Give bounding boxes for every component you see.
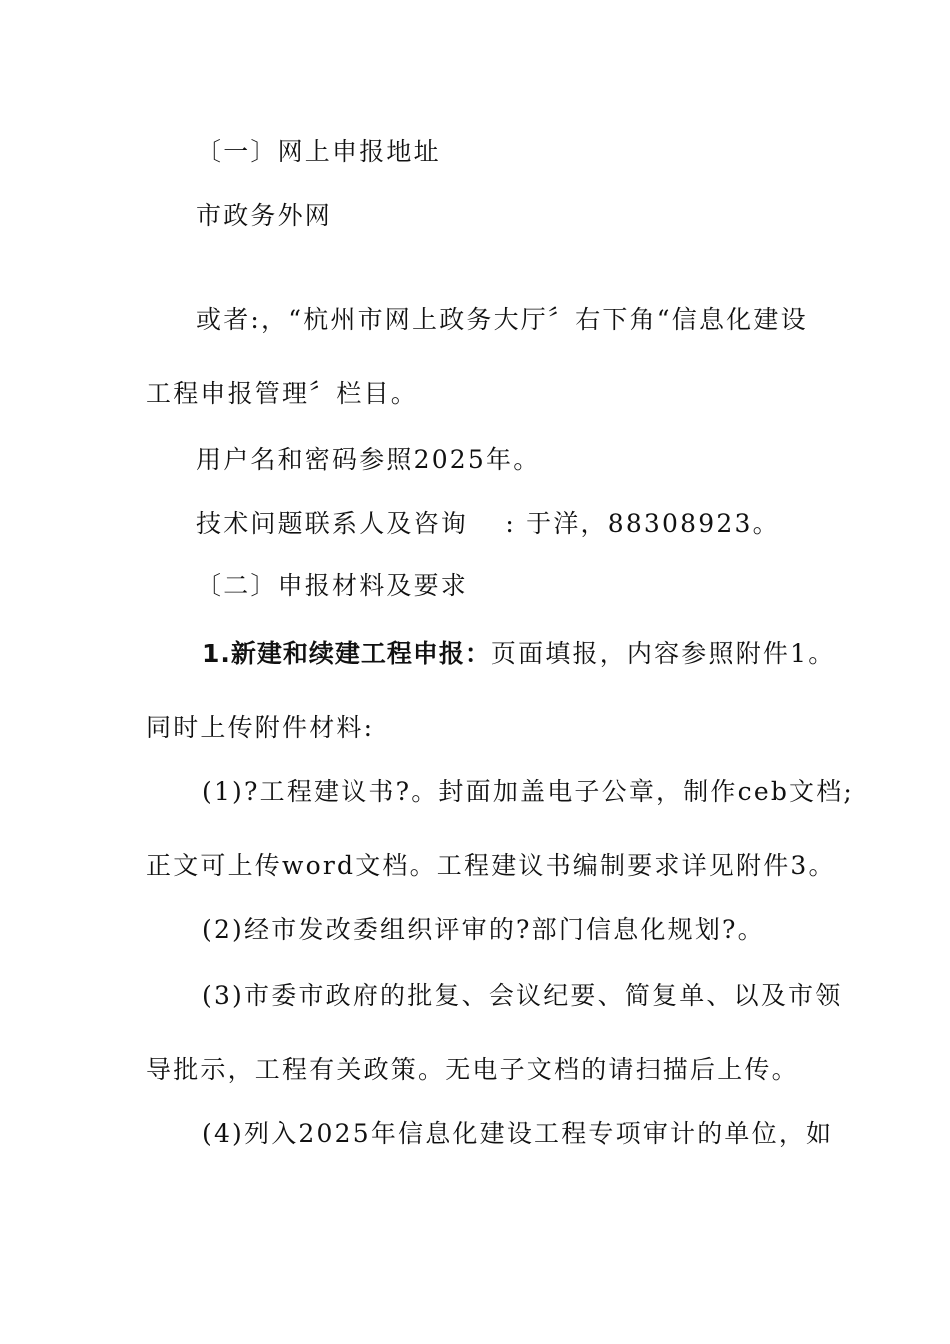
paragraph-username-password: 用户名和密码参照2025年。 [196, 445, 541, 474]
item-1-bold-title: 1.新建和续建工程申报： [202, 639, 491, 668]
sub-item-1-line-2: 正文可上传word文档。工程建议书编制要求详见附件3。 [146, 851, 836, 880]
sub-item-2: (2)经市发改委组织评审的?部门信息化规划?。 [202, 915, 765, 944]
paragraph-gov-network: 市政务外网 [196, 201, 333, 230]
paragraph-tech-contact: 技术问题联系人及咨询 : 于洋，88308923。 [196, 509, 780, 538]
item-1-new-projects [202, 638, 835, 670]
section-heading-materials: 〔二〕申报材料及要求 [196, 571, 469, 600]
item-1-text: 页面填报，内容参照附件1。 [490, 639, 836, 668]
sub-item-3-line-2: 导批示，工程有关政策。无电子文档的请扫描后上传。 [146, 1055, 799, 1084]
item-1-continuation: 同时上传附件材料: [146, 713, 375, 742]
sub-item-4-line-1: (4)列入2025年信息化建设工程专项审计的单位，如 [202, 1119, 834, 1148]
paragraph-alternative-line-1: 或者:，“杭州市网上政务大厅〞右下角“信息化建设 [196, 305, 808, 334]
section-heading-online-address: 〔一〕网上申报地址 [196, 137, 441, 166]
paragraph-alternative-line-2: 工程申报管理〞栏目。 [146, 379, 419, 408]
sub-item-1-line-1: (1)?工程建议书?。封面加盖电子公章，制作ceb文档; [202, 777, 855, 806]
sub-item-3-line-1: (3)市委市政府的批复、会议纪要、简复单、以及市领 [202, 981, 843, 1010]
